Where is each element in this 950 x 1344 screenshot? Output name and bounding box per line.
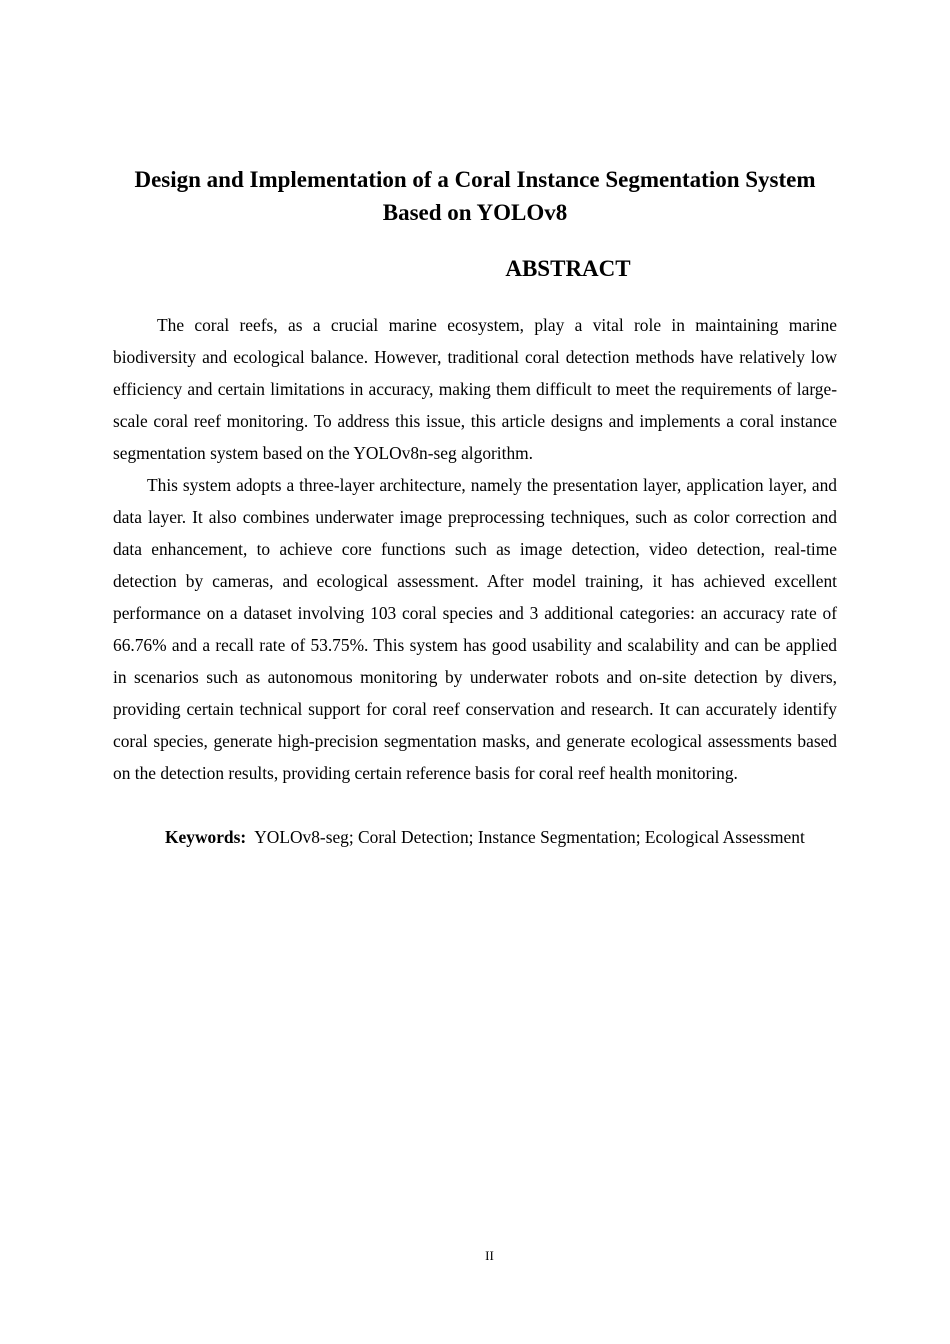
keywords-text: YOLOv8-seg; Coral Detection; Instance Segmentation; Ecological Assessment bbox=[254, 827, 805, 847]
page-number: II bbox=[485, 1248, 494, 1263]
keywords-label: Keywords: bbox=[165, 827, 247, 847]
keywords-line bbox=[113, 821, 837, 853]
abstract-paragraph-1: The coral reefs, as a crucial marine ecosystem, play a vital role in maintaining marine biodiversity and ecological balance. However, traditional coral detection methods have relatively low efficiency and certain limitations in accuracy, making them difficult to meet the requirements of large-scale coral reef monitoring. To address this issue, this article designs and implements a coral instance segmentation system based on the YOLOv8n-seg algorithm. bbox=[113, 315, 837, 463]
abstract-heading: ABSTRACT bbox=[505, 256, 631, 281]
abstract-body bbox=[113, 309, 837, 853]
abstract-paragraph-2: This system adopts a three-layer architecture, namely the presentation layer, application layer, and data layer. It also combines underwater image preprocessing techniques, such as color correction and data enhancement, to achieve core functions such as image detection, video detection, real-time detection by cameras, and ecological assessment. After model training, it has achieved excellent performance on a dataset involving 103 coral species and 3 additional categories: an accuracy rate of 66.76% and a recall rate of 53.75%. This system has good usability and scalability and can be applied in scenarios such as autonomous monitoring by underwater robots and on-site detection by divers, providing certain technical support for coral reef conservation and research. It can accurately identify coral species, generate high-precision segmentation masks, and generate ecological assessments based on the detection results, providing certain reference basis for coral reef health monitoring. bbox=[113, 475, 837, 783]
paper-title: Design and Implementation of a Coral Instance Segmentation System Based on YOLOv8 bbox=[134, 167, 816, 225]
